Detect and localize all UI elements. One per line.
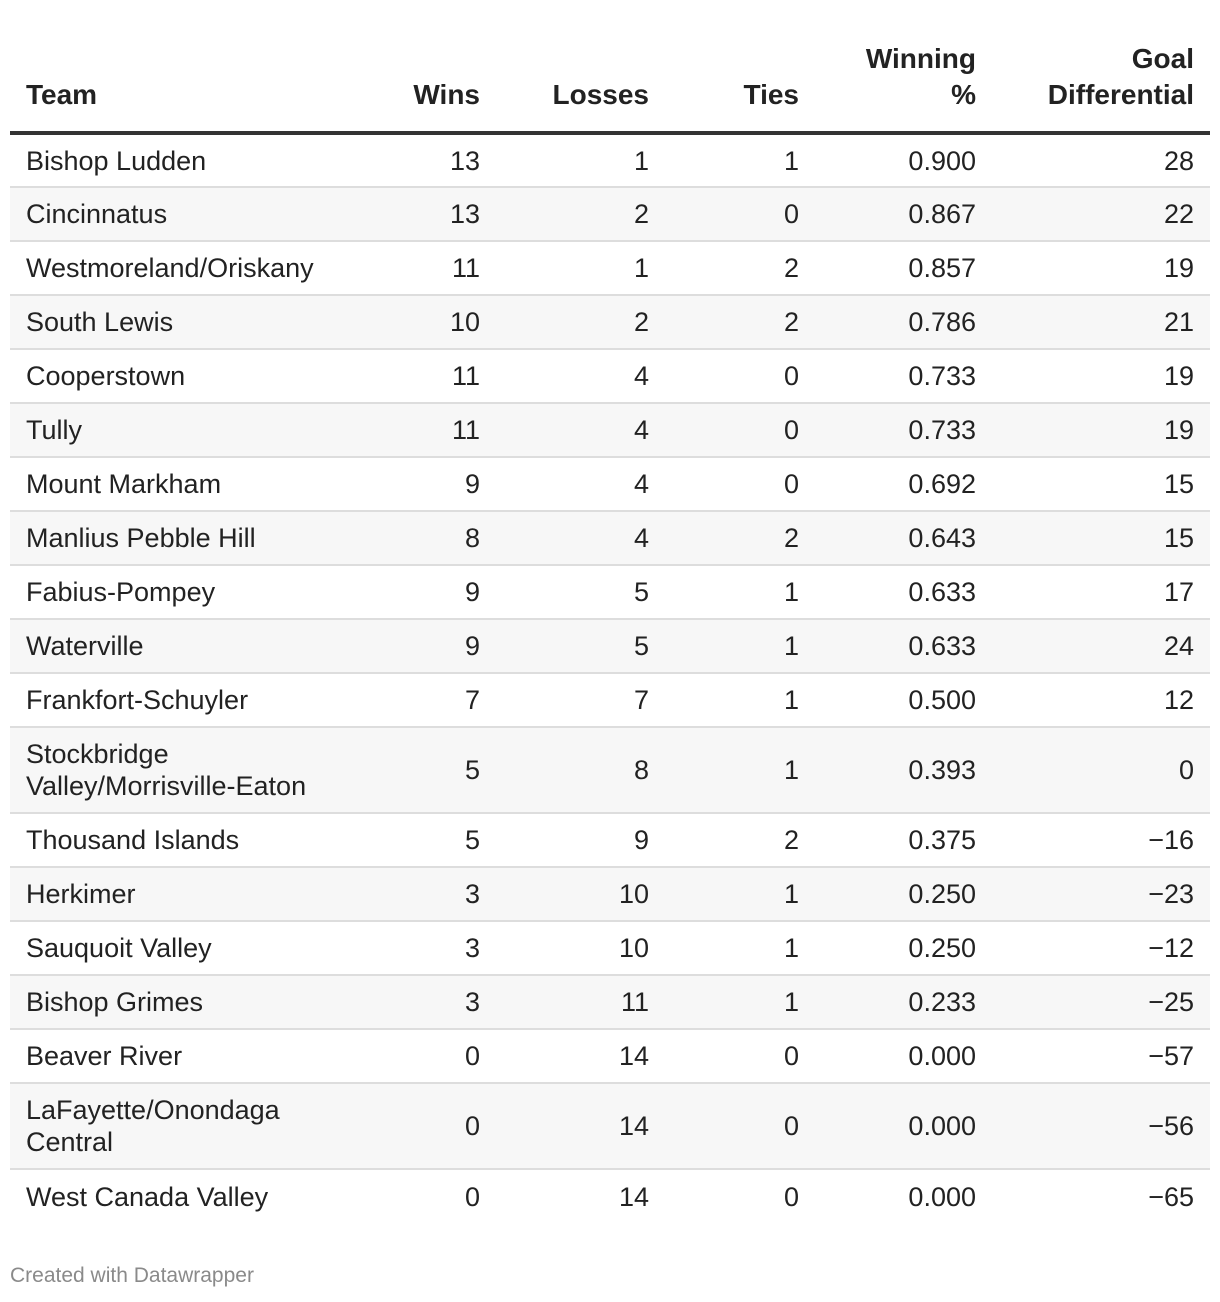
standings-table bbox=[10, 0, 1210, 1223]
cell-team: Thousand Islands bbox=[10, 813, 346, 867]
cell-wins: 5 bbox=[346, 727, 496, 813]
cell-team: Frankfort-Schuyler bbox=[10, 673, 346, 727]
table-row bbox=[10, 1083, 1210, 1169]
cell-team: Beaver River bbox=[10, 1029, 346, 1083]
table-row bbox=[10, 975, 1210, 1029]
cell-goal-differential: 28 bbox=[992, 133, 1210, 187]
cell-team: Westmoreland/Oriskany bbox=[10, 241, 346, 295]
cell-team: Sauquoit Valley bbox=[10, 921, 346, 975]
cell-losses: 1 bbox=[496, 241, 665, 295]
cell-team: South Lewis bbox=[10, 295, 346, 349]
table-row bbox=[10, 403, 1210, 457]
cell-ties: 1 bbox=[665, 619, 815, 673]
cell-winning-pct: 0.786 bbox=[815, 295, 992, 349]
cell-winning-pct: 0.857 bbox=[815, 241, 992, 295]
cell-team: Bishop Ludden bbox=[10, 133, 346, 187]
cell-winning-pct: 0.250 bbox=[815, 867, 992, 921]
cell-goal-differential: −57 bbox=[992, 1029, 1210, 1083]
cell-losses: 8 bbox=[496, 727, 665, 813]
cell-wins: 3 bbox=[346, 867, 496, 921]
cell-wins: 3 bbox=[346, 921, 496, 975]
cell-wins: 10 bbox=[346, 295, 496, 349]
cell-goal-differential: 17 bbox=[992, 565, 1210, 619]
table-row bbox=[10, 457, 1210, 511]
cell-goal-differential: 19 bbox=[992, 241, 1210, 295]
table-header bbox=[10, 0, 1210, 133]
table-row bbox=[10, 1169, 1210, 1223]
cell-team: Fabius-Pompey bbox=[10, 565, 346, 619]
cell-winning-pct: 0.733 bbox=[815, 403, 992, 457]
table-row bbox=[10, 619, 1210, 673]
cell-wins: 0 bbox=[346, 1029, 496, 1083]
cell-wins: 9 bbox=[346, 619, 496, 673]
cell-wins: 5 bbox=[346, 813, 496, 867]
cell-team: Mount Markham bbox=[10, 457, 346, 511]
cell-ties: 2 bbox=[665, 295, 815, 349]
cell-team: Bishop Grimes bbox=[10, 975, 346, 1029]
cell-losses: 7 bbox=[496, 673, 665, 727]
cell-wins: 3 bbox=[346, 975, 496, 1029]
cell-losses: 14 bbox=[496, 1083, 665, 1169]
cell-wins: 13 bbox=[346, 133, 496, 187]
cell-losses: 14 bbox=[496, 1029, 665, 1083]
cell-ties: 1 bbox=[665, 133, 815, 187]
cell-team: Cooperstown bbox=[10, 349, 346, 403]
column-header-winning-pct: Winning % bbox=[815, 0, 992, 133]
cell-winning-pct: 0.692 bbox=[815, 457, 992, 511]
cell-losses: 2 bbox=[496, 187, 665, 241]
column-header-losses: Losses bbox=[496, 0, 665, 133]
cell-winning-pct: 0.643 bbox=[815, 511, 992, 565]
table-row bbox=[10, 673, 1210, 727]
cell-losses: 4 bbox=[496, 511, 665, 565]
header-row bbox=[10, 0, 1210, 133]
cell-goal-differential: 15 bbox=[992, 457, 1210, 511]
column-header-team: Team bbox=[10, 0, 346, 133]
cell-goal-differential: −56 bbox=[992, 1083, 1210, 1169]
cell-team: LaFayette/Onondaga Central bbox=[10, 1083, 346, 1169]
cell-losses: 11 bbox=[496, 975, 665, 1029]
cell-losses: 5 bbox=[496, 565, 665, 619]
cell-winning-pct: 0.393 bbox=[815, 727, 992, 813]
cell-team: Tully bbox=[10, 403, 346, 457]
table-row bbox=[10, 867, 1210, 921]
cell-goal-differential: 15 bbox=[992, 511, 1210, 565]
cell-team: West Canada Valley bbox=[26, 1181, 269, 1212]
cell-losses: 10 bbox=[496, 867, 665, 921]
column-header-wins: Wins bbox=[346, 0, 496, 133]
cell-ties: 0 bbox=[665, 403, 815, 457]
column-header-ties: Ties bbox=[665, 0, 815, 133]
cell-ties: 1 bbox=[665, 565, 815, 619]
cell-ties: 1 bbox=[665, 867, 815, 921]
table-row bbox=[10, 349, 1210, 403]
table-row bbox=[10, 727, 1210, 813]
table-row bbox=[10, 187, 1210, 241]
cell-losses: 4 bbox=[496, 349, 665, 403]
cell-wins: 7 bbox=[346, 673, 496, 727]
table-row bbox=[10, 813, 1210, 867]
cell-ties: 0 bbox=[665, 349, 815, 403]
cell-winning-pct: 0.500 bbox=[815, 673, 992, 727]
cell-ties: 0 bbox=[783, 1181, 799, 1212]
cell-goal-differential: −12 bbox=[992, 921, 1210, 975]
cell-wins: 13 bbox=[346, 187, 496, 241]
cell-wins: 0 bbox=[346, 1083, 496, 1169]
cell-winning-pct: 0.633 bbox=[815, 565, 992, 619]
cell-team: Manlius Pebble Hill bbox=[10, 511, 346, 565]
cell-ties: 0 bbox=[665, 1083, 815, 1169]
table-row bbox=[10, 241, 1210, 295]
cell-goal-differential: 19 bbox=[992, 349, 1210, 403]
cell-goal-differential: 21 bbox=[992, 295, 1210, 349]
cell-ties: 0 bbox=[665, 457, 815, 511]
datawrapper-credit: Created with Datawrapper bbox=[10, 1264, 254, 1287]
cell-ties: 2 bbox=[665, 511, 815, 565]
cell-goal-differential: −23 bbox=[992, 867, 1210, 921]
table-row bbox=[10, 565, 1210, 619]
cell-goal-differential: 24 bbox=[992, 619, 1210, 673]
cell-ties: 2 bbox=[665, 241, 815, 295]
cell-losses: 1 bbox=[496, 133, 665, 187]
cell-team: Waterville bbox=[10, 619, 346, 673]
cell-losses: 4 bbox=[496, 457, 665, 511]
cell-winning-pct: 0.000 bbox=[815, 1083, 992, 1169]
cell-ties: 0 bbox=[665, 187, 815, 241]
cell-goal-differential: 12 bbox=[992, 673, 1210, 727]
cell-winning-pct: 0.233 bbox=[815, 975, 992, 1029]
cell-winning-pct: 0.000 bbox=[815, 1029, 992, 1083]
table-row bbox=[10, 295, 1210, 349]
cell-wins: 11 bbox=[346, 403, 496, 457]
cell-ties: 1 bbox=[665, 921, 815, 975]
table-row bbox=[10, 133, 1210, 187]
cell-winning-pct: 0.900 bbox=[815, 133, 992, 187]
cell-team: Herkimer bbox=[10, 867, 346, 921]
table-body bbox=[10, 133, 1210, 1223]
cell-ties: 0 bbox=[665, 1029, 815, 1083]
standings-table-container bbox=[10, 0, 1210, 1223]
cell-goal-differential: 0 bbox=[992, 727, 1210, 813]
cell-wins: 11 bbox=[346, 349, 496, 403]
cell-winning-pct: 0.250 bbox=[815, 921, 992, 975]
cell-winning-pct: 0.375 bbox=[815, 813, 992, 867]
cell-losses: 14 bbox=[618, 1181, 649, 1212]
cell-team: Cincinnatus bbox=[10, 187, 346, 241]
cell-losses: 4 bbox=[496, 403, 665, 457]
cell-winning-pct: 0.867 bbox=[815, 187, 992, 241]
cell-losses: 2 bbox=[496, 295, 665, 349]
cell-wins: 9 bbox=[346, 565, 496, 619]
cell-goal-differential: 22 bbox=[992, 187, 1210, 241]
cell-ties: 1 bbox=[665, 673, 815, 727]
cell-winning-pct: 0.633 bbox=[815, 619, 992, 673]
cell-wins: 8 bbox=[346, 511, 496, 565]
table-row bbox=[10, 921, 1210, 975]
cell-goal-differential: −65 bbox=[1148, 1181, 1194, 1212]
cell-goal-differential: 19 bbox=[992, 403, 1210, 457]
cell-team: Stockbridge Valley/Morrisville-Eaton bbox=[10, 727, 346, 813]
cell-ties: 1 bbox=[665, 975, 815, 1029]
cell-ties: 1 bbox=[665, 727, 815, 813]
cell-losses: 9 bbox=[496, 813, 665, 867]
cell-winning-pct: 0.733 bbox=[815, 349, 992, 403]
cell-wins: 0 bbox=[464, 1181, 480, 1212]
cell-losses: 5 bbox=[496, 619, 665, 673]
cell-losses: 10 bbox=[496, 921, 665, 975]
cell-wins: 9 bbox=[346, 457, 496, 511]
cell-ties: 2 bbox=[665, 813, 815, 867]
cell-goal-differential: −16 bbox=[992, 813, 1210, 867]
table-row bbox=[10, 511, 1210, 565]
column-header-goal-differential: Goal Differential bbox=[992, 0, 1210, 133]
cell-goal-differential: −25 bbox=[992, 975, 1210, 1029]
cell-wins: 11 bbox=[346, 241, 496, 295]
cell-winning-pct: 0.000 bbox=[908, 1181, 976, 1212]
table-row bbox=[10, 1029, 1210, 1083]
